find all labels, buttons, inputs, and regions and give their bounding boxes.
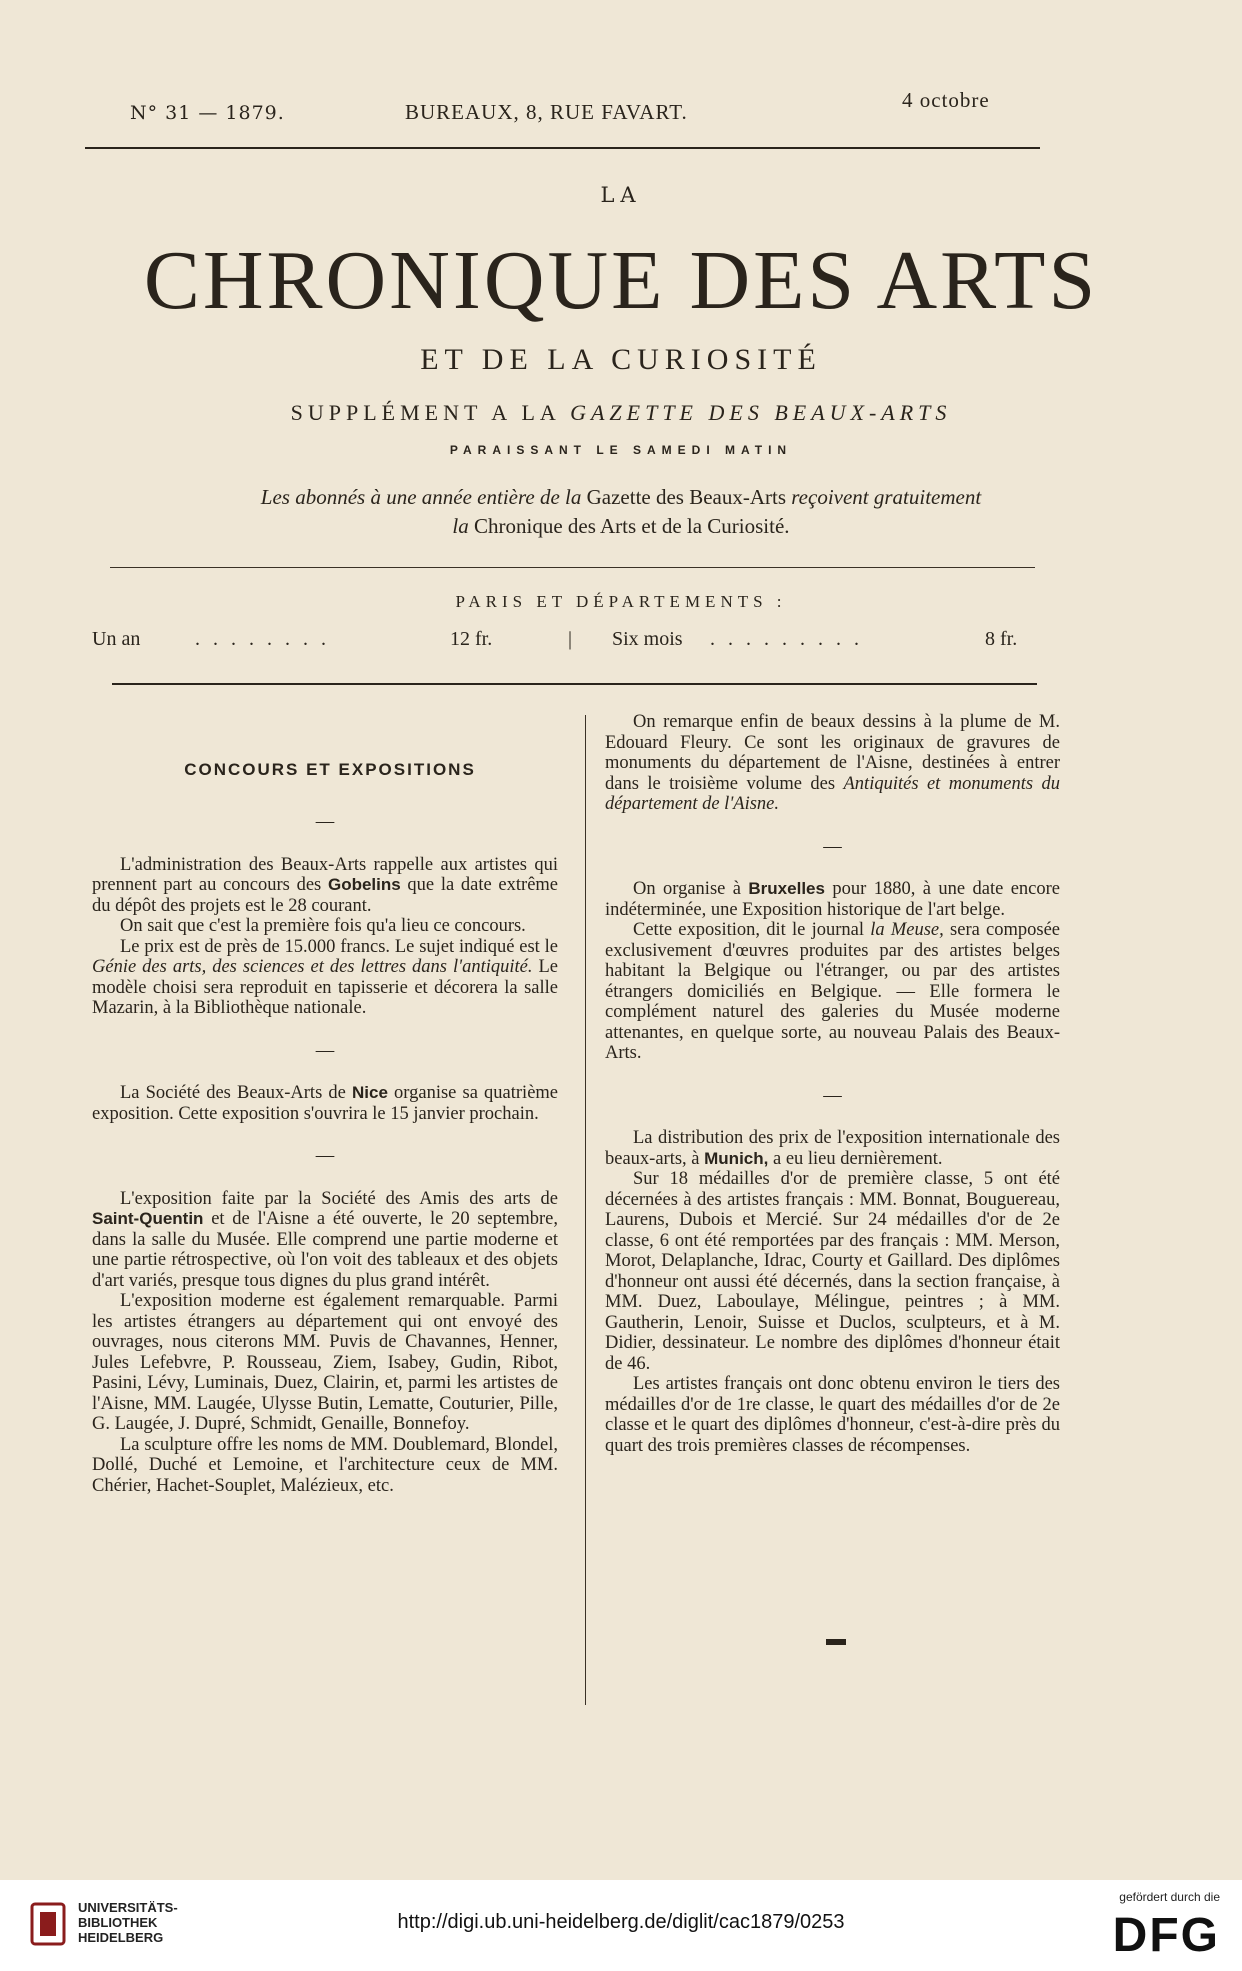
left-paragraph-2: On sait que c'est la première fois qu'a lieu ce concours. xyxy=(120,916,526,936)
supplement-prefix: SUPPLÉMENT A LA xyxy=(290,400,560,425)
subscription-half-dots: . . . . . . . . . xyxy=(710,628,863,650)
left-p3-b: Génie des arts, des sciences et des lettres dans l'antiquité. xyxy=(92,957,533,977)
left-dash-3: — xyxy=(315,1146,335,1166)
left-p5-c: et de l'Aisne a été ouverte, le 20 septembre, dans la salle du Musée. Elle comprend une partie moderne et une partie rétrospective, où l'on voit des tableaux et des objets d'art variés, presque tous dignes du plus grand intérêt. xyxy=(92,1209,558,1291)
university-line-1: UNIVERSITÄTS- xyxy=(78,1900,178,1915)
right-p1-b: Antiquités et monuments du département de l'Aisne. xyxy=(605,773,1060,814)
dfg-logo: DFG xyxy=(1112,1909,1220,1962)
right-paragraph-6: Les artistes français ont donc obtenu environ le tiers des médailles d'or de 1re classe, le quart des médailles d'or de 2e classe et le quart des diplômes d'honneur, c'est-à-dire près du quart des trois premières classes de récompenses. xyxy=(605,1374,1060,1456)
notice-line1-c: reçoivent gratuitement xyxy=(791,485,982,509)
left-dash-1: — xyxy=(315,812,335,832)
notice-line1-a: Les abonnés à une année entière de la xyxy=(260,485,582,509)
notice-line2-b: Chronique des Arts et de la Curiosité. xyxy=(474,514,790,538)
notice-line2-a: la xyxy=(452,514,469,538)
masthead-title: CHRONIQUE DES ARTS xyxy=(143,234,1099,327)
masthead-subtitle: ET DE LA CURIOSITÉ xyxy=(420,343,822,376)
supplement-journal: GAZETTE DES BEAUX-ARTS xyxy=(570,400,952,425)
left-paragraph-1 xyxy=(92,855,558,917)
left-dash-2: — xyxy=(315,1040,335,1061)
right-dash-2: — xyxy=(823,1085,842,1106)
supplement-line xyxy=(0,400,1242,426)
right-p2-a: On organise à xyxy=(633,879,741,899)
masthead-rule xyxy=(110,567,1035,568)
subscription-heading: PARIS ET DÉPARTEMENTS : xyxy=(455,592,787,611)
subscription-half-price: 8 fr. xyxy=(985,628,1018,650)
left-p5-a: L'exposition faite par la Société des Amis des arts de xyxy=(120,1188,558,1209)
office-address: BUREAUX, 8, RUE FAVART. xyxy=(405,100,688,124)
left-p1-a: L'administration des Beaux-Arts rappelle aux artistes qui prennent part au concours des xyxy=(92,854,558,895)
left-column xyxy=(92,812,558,1496)
subscriber-notice xyxy=(0,483,1242,541)
left-paragraph-7: La sculpture offre les noms de MM. Doublemard, Blondel, Dollé, Duché et Lemoine, et l'architecture ceux de MM. Chérier, Hachet-Souplet, Malézieux, etc. xyxy=(92,1434,558,1496)
digitization-footer xyxy=(0,1880,1242,1971)
column-divider xyxy=(585,715,586,1705)
source-url-link[interactable]: http://digi.ub.uni-heidelberg.de/diglit/cac1879/0253 xyxy=(397,1911,845,1933)
left-p1-b: Gobelins xyxy=(327,875,401,894)
right-p4-a: La distribution des prix de l'exposition internationale des beaux-arts, à xyxy=(605,1128,1060,1169)
subscription-year-label: Un an xyxy=(92,628,141,650)
left-p1-c: que la date extrême du dépôt des projets est le 28 courant. xyxy=(92,875,559,916)
right-p4-b: Munich, xyxy=(704,1148,769,1168)
subscription-year-dots: . . . . . . . . xyxy=(195,628,330,650)
right-paragraph-4 xyxy=(605,1128,1060,1169)
right-dash-1: — xyxy=(823,836,842,857)
section-title: CONCOURS ET EXPOSITIONS xyxy=(184,760,476,779)
left-p4-c: organise sa quatrième exposition. Cette exposition s'ouvrira le 15 janvier prochain. xyxy=(92,1083,559,1124)
left-p3-a: Le prix est de près de 15.000 francs. Le sujet indiqué est le xyxy=(120,936,558,957)
publication-schedule: PARAISSANT LE SAMEDI MATIN xyxy=(449,443,793,457)
masthead-article: LA xyxy=(600,183,642,207)
right-p1-a: On remarque enfin de beaux dessins à la plume de M. Edouard Fleury. Ce sont les originaux de gravures de monuments du département de l'Aisne, destinées à entrer dans le troisième volume des xyxy=(605,712,1060,794)
subscription-rule xyxy=(112,683,1037,685)
left-p4-a: La Société des Beaux-Arts de xyxy=(120,1083,346,1103)
closing-ornament xyxy=(826,1639,846,1645)
dfg-caption: gefördert durch die xyxy=(1119,1890,1220,1904)
header-rule xyxy=(85,147,1040,149)
right-p3-a: Cette exposition, dit le journal xyxy=(633,920,864,940)
right-column xyxy=(605,712,1060,1456)
issue-number: N° 31 — 1879. xyxy=(130,102,285,124)
university-line-3: HEIDELBERG xyxy=(78,1930,164,1945)
right-p3-b: la Meuse, xyxy=(870,920,944,940)
subscription-half-label: Six mois xyxy=(612,628,683,650)
left-paragraph-3 xyxy=(92,937,558,1019)
left-paragraph-6: L'exposition moderne est également remarquable. Parmi les artistes étrangers au département qui ont envoyé des ouvrages, nous citerons MM. Puvis de Chavannes, Henner, Jules Lefebvre, P. Rousseau, Ziem, Isabey, Gudin, Ribot, Pasini, Lévy, Luminais, Duez, Clairin, et, parmi les artistes de l'Aisne, MM. Laugée, Ulysse Butin, Lematte, Couturier, Pille, G. Laugée, J. Dupré, Schmidt, Genaille, Bonnefoy. xyxy=(92,1291,558,1434)
right-p4-c: a eu lieu dernièrement. xyxy=(772,1148,943,1169)
right-paragraph-1 xyxy=(605,712,1060,815)
right-p2-b: Bruxelles xyxy=(748,879,825,898)
right-paragraph-2 xyxy=(605,879,1060,920)
subscription-year-price: 12 fr. xyxy=(450,628,493,650)
notice-line1-b: Gazette des Beaux-Arts xyxy=(586,485,787,509)
left-p4-b: Nice xyxy=(352,1083,388,1102)
left-paragraph-5 xyxy=(92,1189,558,1292)
right-p2-c: pour 1880, à une date encore indéterminée, une Exposition historique de l'art belge. xyxy=(605,879,1060,920)
left-p3-c: Le modèle choisi sera reproduit en tapisserie et décorera la salle Mazarin, à la Bibliothèque nationale. xyxy=(92,957,558,1018)
left-p5-b: Saint-Quentin xyxy=(92,1209,204,1228)
right-paragraph-3 xyxy=(605,920,1060,1064)
right-p3-c: sera composée exclusivement d'œuvres produites par des artistes belges habitant la Belgique ou l'étranger, ou par des artistes étrangers domiciliés en Belgique. — Elle formera le complément naturel des galeries du Musée moderne attenantes, en quelque sorte, au nouveau Palais des Beaux-Arts. xyxy=(605,920,1061,1063)
subscription-separator: | xyxy=(568,628,573,650)
left-paragraph-4 xyxy=(92,1083,558,1124)
right-paragraph-5: Sur 18 médailles d'or de première classe, 5 ont été décernées à des artistes français : MM. Bonnat, Bouguereau, Laurens, Dubois et Mercié. Sur 24 médailles d'or de 2e classe, 6 ont été remportées par des français : MM. Merson, Morot, Delaplanche, Idrac, Courty et Gaillard. Des diplômes d'honneur ont aussi été décernés, dans la section française, à MM. Duez, Laboulaye, Mélingue, peintres ; à MM. Gautherin, Lenoir, Suisse et Duclos, sculpteurs, et à M. Didier, dessinateur. Le nombre des diplômes d'honneur était de 46. xyxy=(605,1169,1060,1374)
university-line-2: BIBLIOTHEK xyxy=(78,1915,158,1930)
issue-date: 4 octobre xyxy=(902,88,990,112)
